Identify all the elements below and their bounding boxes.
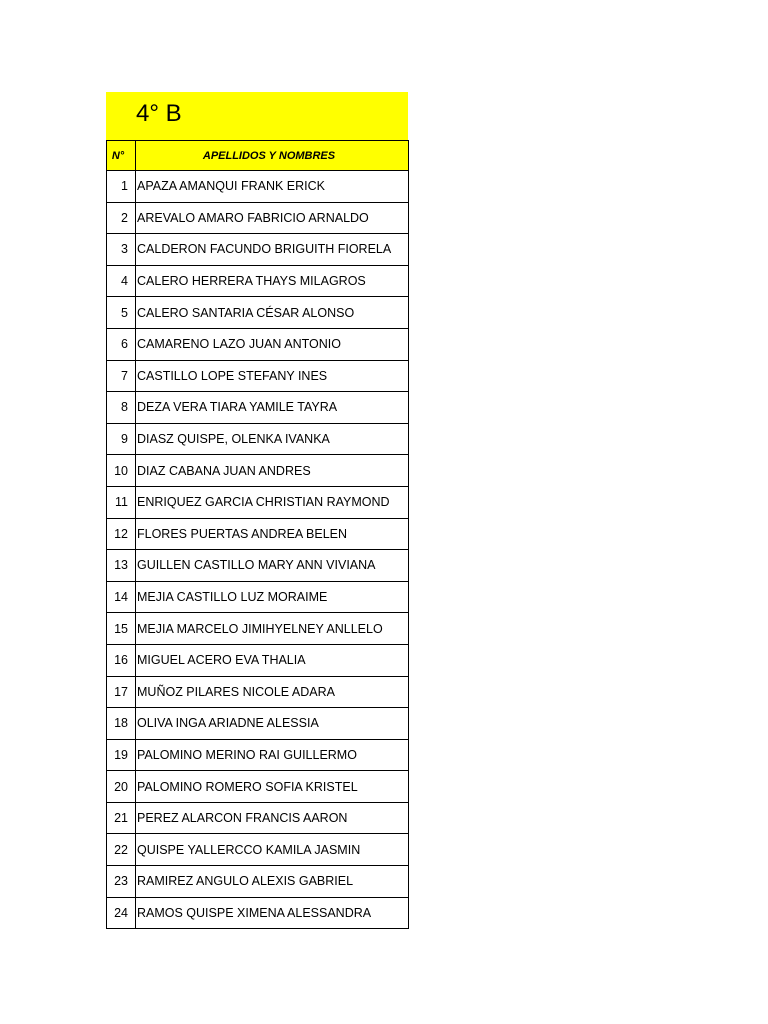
table-row xyxy=(107,328,409,360)
row-number: 6 xyxy=(107,328,136,360)
table-row xyxy=(107,644,409,676)
row-number: 3 xyxy=(107,234,136,266)
row-number: 18 xyxy=(107,708,136,740)
student-name: QUISPE YALLERCCO KAMILA JASMIN xyxy=(136,834,409,866)
row-number: 8 xyxy=(107,392,136,424)
row-number: 22 xyxy=(107,834,136,866)
row-number: 19 xyxy=(107,739,136,771)
roster-table xyxy=(106,140,409,929)
row-number: 9 xyxy=(107,423,136,455)
table-row xyxy=(107,676,409,708)
student-name: AREVALO AMARO FABRICIO ARNALDO xyxy=(136,202,409,234)
student-name: APAZA AMANQUI FRANK ERICK xyxy=(136,171,409,203)
student-name: DIAZ CABANA JUAN ANDRES xyxy=(136,455,409,487)
class-title-bar xyxy=(106,92,408,140)
table-row xyxy=(107,708,409,740)
student-name: PALOMINO MERINO RAI GUILLERMO xyxy=(136,739,409,771)
student-name: MEJIA MARCELO JIMIHYELNEY ANLLELO xyxy=(136,613,409,645)
class-title: 4° B xyxy=(136,100,182,127)
student-name: MUÑOZ PILARES NICOLE ADARA xyxy=(136,676,409,708)
table-row xyxy=(107,802,409,834)
row-number: 7 xyxy=(107,360,136,392)
table-row xyxy=(107,486,409,518)
row-number: 10 xyxy=(107,455,136,487)
class-roster-sheet xyxy=(106,92,408,929)
student-name: MIGUEL ACERO EVA THALIA xyxy=(136,644,409,676)
table-row xyxy=(107,739,409,771)
row-number: 24 xyxy=(107,897,136,929)
student-name: PEREZ ALARCON FRANCIS AARON xyxy=(136,802,409,834)
row-number: 4 xyxy=(107,265,136,297)
row-number: 2 xyxy=(107,202,136,234)
student-name: CALERO HERRERA THAYS MILAGROS xyxy=(136,265,409,297)
row-number: 14 xyxy=(107,581,136,613)
row-number: 5 xyxy=(107,297,136,329)
student-name: DEZA VERA TIARA YAMILE TAYRA xyxy=(136,392,409,424)
header-number: N° xyxy=(107,141,136,171)
table-row xyxy=(107,297,409,329)
table-row xyxy=(107,234,409,266)
row-number: 17 xyxy=(107,676,136,708)
roster-header-row xyxy=(107,141,409,171)
table-row xyxy=(107,518,409,550)
table-row xyxy=(107,392,409,424)
table-row xyxy=(107,455,409,487)
table-row xyxy=(107,265,409,297)
row-number: 13 xyxy=(107,550,136,582)
table-row xyxy=(107,897,409,929)
row-number: 11 xyxy=(107,486,136,518)
row-number: 12 xyxy=(107,518,136,550)
table-row xyxy=(107,613,409,645)
table-row xyxy=(107,866,409,898)
table-row xyxy=(107,834,409,866)
row-number: 21 xyxy=(107,802,136,834)
table-row xyxy=(107,771,409,803)
table-row xyxy=(107,202,409,234)
student-name: RAMIREZ ANGULO ALEXIS GABRIEL xyxy=(136,866,409,898)
student-name: GUILLEN CASTILLO MARY ANN VIVIANA xyxy=(136,550,409,582)
student-name: CALDERON FACUNDO BRIGUITH FIORELA xyxy=(136,234,409,266)
table-row xyxy=(107,423,409,455)
student-name: FLORES PUERTAS ANDREA BELEN xyxy=(136,518,409,550)
table-row xyxy=(107,360,409,392)
student-name: DIASZ QUISPE, OLENKA IVANKA xyxy=(136,423,409,455)
student-name: CALERO SANTARIA CÉSAR ALONSO xyxy=(136,297,409,329)
table-row xyxy=(107,550,409,582)
table-row xyxy=(107,171,409,203)
roster-body xyxy=(107,171,409,929)
student-name: ENRIQUEZ GARCIA CHRISTIAN RAYMOND xyxy=(136,486,409,518)
student-name: OLIVA INGA ARIADNE ALESSIA xyxy=(136,708,409,740)
table-row xyxy=(107,581,409,613)
student-name: CASTILLO LOPE STEFANY INES xyxy=(136,360,409,392)
row-number: 20 xyxy=(107,771,136,803)
row-number: 23 xyxy=(107,866,136,898)
header-name: APELLIDOS Y NOMBRES xyxy=(136,141,409,171)
student-name: MEJIA CASTILLO LUZ MORAIME xyxy=(136,581,409,613)
row-number: 1 xyxy=(107,171,136,203)
row-number: 15 xyxy=(107,613,136,645)
student-name: PALOMINO ROMERO SOFIA KRISTEL xyxy=(136,771,409,803)
row-number: 16 xyxy=(107,644,136,676)
student-name: RAMOS QUISPE XIMENA ALESSANDRA xyxy=(136,897,409,929)
student-name: CAMARENO LAZO JUAN ANTONIO xyxy=(136,328,409,360)
